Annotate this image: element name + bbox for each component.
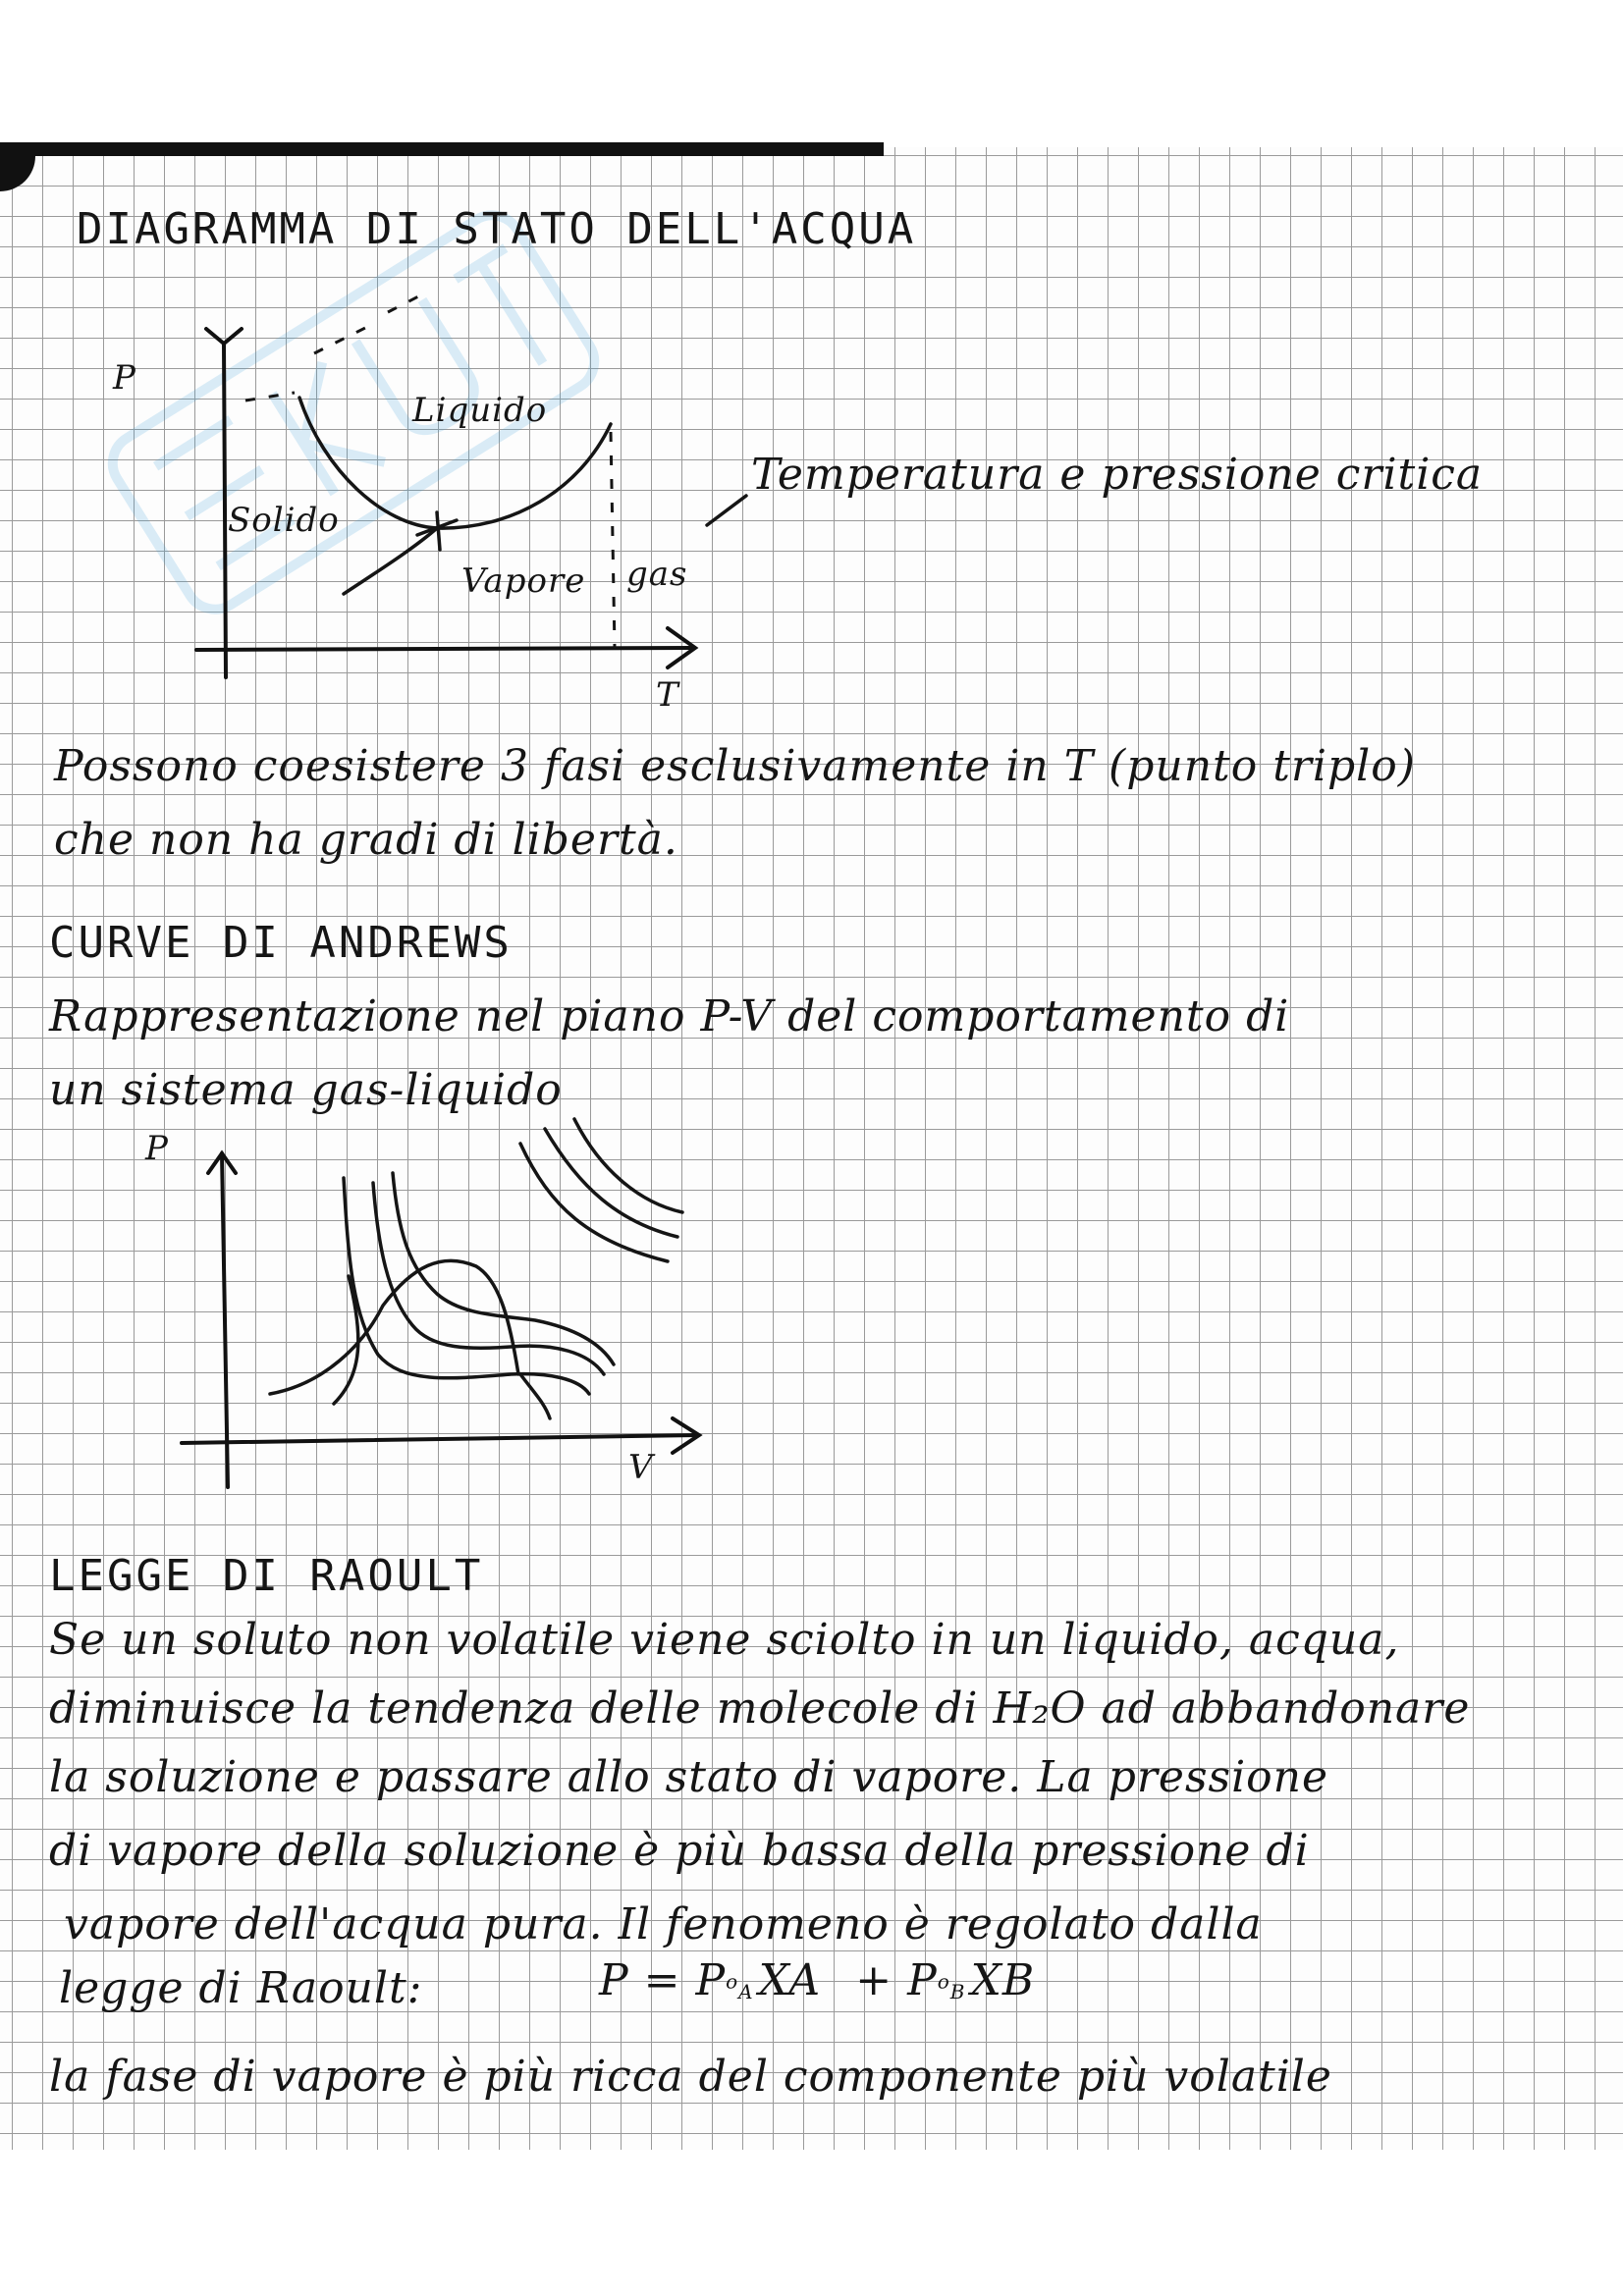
phase-axis-t-label: T: [656, 675, 679, 715]
raoult-line-1: Se un soluto non volatile viene sciolto in un liquido, acqua,: [49, 1615, 1400, 1665]
triple-point-line-2: che non ha gradi di libertà.: [54, 815, 678, 865]
andrews-axis-p: [222, 1153, 228, 1487]
formula-b-sub: B: [949, 1980, 966, 2004]
isotherm-right-curl: [520, 1374, 550, 1418]
label-solido: Solido: [228, 501, 340, 540]
raoult-line-6: legge di Raoult:: [59, 1963, 423, 2013]
formula-lhs: P = P: [599, 1955, 727, 2005]
label-vapore: Vapore: [461, 561, 586, 601]
isotherm-left-curl: [334, 1276, 358, 1404]
label-liquido: Liquido: [412, 391, 548, 430]
critical-annotation: Temperatura e pressione critica: [751, 450, 1484, 500]
raoult-title: LEGGE DI RAOULT: [49, 1551, 484, 1601]
isotherm-hot-3: [574, 1119, 682, 1212]
raoult-line-5: vapore dell'acqua pura. Il fenomeno è regolato dalla: [64, 1899, 1263, 1949]
formula-plus: + P: [855, 1955, 938, 2005]
phase-axis-p-label: P: [113, 358, 136, 398]
formula-b-term: XB: [970, 1955, 1036, 2005]
coexistence-dome: [270, 1260, 518, 1394]
andrews-title: CURVE DI ANDREWS: [49, 918, 513, 968]
andrews-axis-v: [182, 1435, 697, 1443]
raoult-line-4: di vapore della soluzione è più bassa della pressione di: [49, 1826, 1310, 1876]
isotherm-hot-2: [545, 1129, 677, 1237]
formula-a-term: XA: [758, 1955, 822, 2005]
isotherm-1: [344, 1178, 589, 1394]
raoult-line-3: la soluzione e passare allo stato di vapore. La pressione: [49, 1752, 1329, 1802]
raoult-formula: [599, 1955, 1035, 2005]
formula-a-sup: o: [726, 1969, 739, 1994]
triple-point-line-1: Possono coesistere 3 fasi esclusivamente in T (punto triplo): [54, 741, 1416, 791]
isotherm-hot-1: [520, 1144, 668, 1261]
formula-b-sup: o: [937, 1969, 950, 1994]
raoult-line-2: diminuisce la tendenza delle molecole di H₂O ad abbandonare: [49, 1683, 1471, 1734]
andrews-line-1: Rappresentazione nel piano P-V del comportamento di: [49, 991, 1290, 1041]
label-gas: gas: [626, 555, 688, 594]
andrews-axis-p-label: P: [145, 1129, 169, 1168]
raoult-last-line: la fase di vapore è più ricca del componente più volatile: [49, 2052, 1332, 2102]
phase-diagram-title: DIAGRAMMA DI STATO DELL'ACQUA: [77, 204, 917, 254]
formula-a-sub: A: [738, 1980, 754, 2004]
andrews-line-2: un sistema gas-liquido: [49, 1065, 563, 1115]
andrews-axis-v-label: V: [628, 1448, 654, 1487]
